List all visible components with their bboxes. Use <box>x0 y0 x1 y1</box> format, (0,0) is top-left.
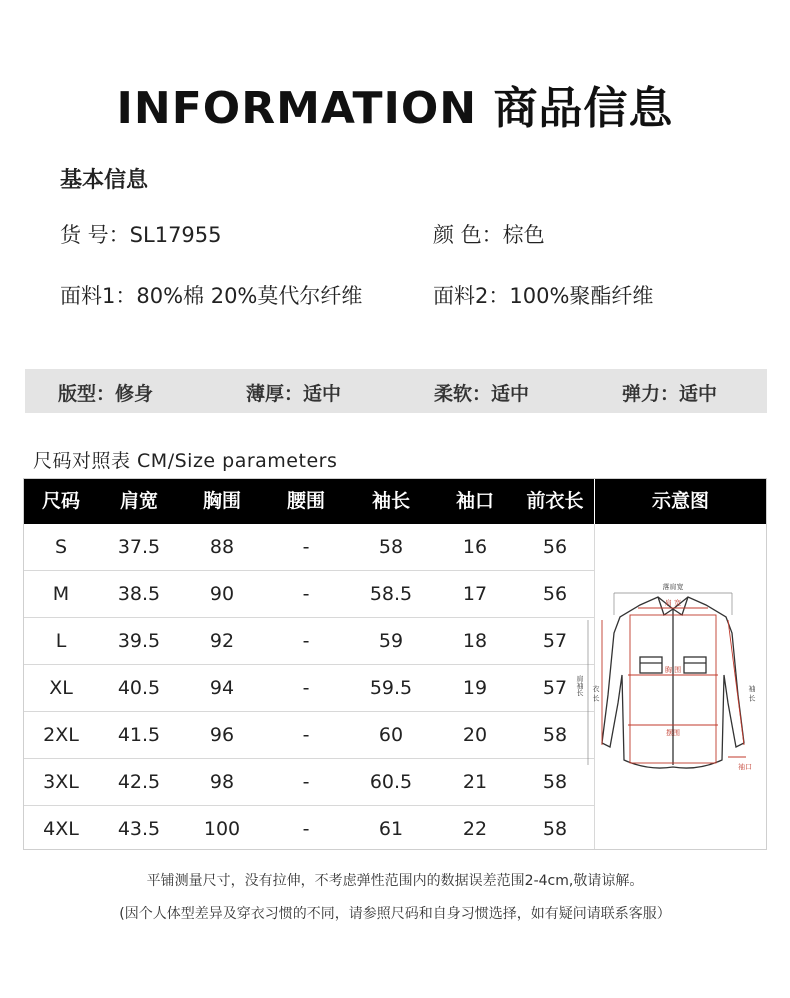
cell-size: 3XL <box>43 771 79 793</box>
header-diagram: 示意图 <box>651 490 709 512</box>
attr-softness: 柔软：适中 <box>434 383 530 405</box>
fabric-1: 面料1：80%棉 20%莫代尔纤维 <box>60 284 363 308</box>
cell-length: 58 <box>542 771 568 793</box>
label-shoulder-top: 落肩宽 <box>662 583 684 591</box>
cell-chest: 94 <box>209 677 235 699</box>
cell-shoulder: 41.5 <box>117 724 161 746</box>
label-shoulder: 肩 宽 <box>664 599 682 607</box>
cell-length: 58 <box>542 818 568 840</box>
cell-chest: 88 <box>209 536 235 558</box>
table-row <box>24 571 594 618</box>
cell-shoulder: 37.5 <box>117 536 161 558</box>
size-table-caption: 尺码对照表 CM/Size parameters <box>33 450 338 472</box>
size-table-header <box>24 479 766 524</box>
cell-waist: - <box>302 630 310 652</box>
cell-cuff: 17 <box>462 583 488 605</box>
cell-chest: 100 <box>203 818 241 840</box>
cell-waist: - <box>302 536 310 558</box>
table-row <box>24 806 594 853</box>
table-row <box>24 524 594 571</box>
attr-elasticity: 弹力：适中 <box>622 383 718 405</box>
cell-size: L <box>55 630 67 652</box>
cell-length: 57 <box>542 630 568 652</box>
cell-sleeve: 58 <box>378 536 404 558</box>
cell-length: 58 <box>542 724 568 746</box>
cell-sleeve: 59.5 <box>369 677 413 699</box>
color-info: 颜 色：棕色 <box>433 223 545 247</box>
label-sleeve: 袖 长 <box>748 685 756 702</box>
cell-shoulder: 39.5 <box>117 630 161 652</box>
cell-cuff: 22 <box>462 818 488 840</box>
cell-shoulder: 40.5 <box>117 677 161 699</box>
cell-size: XL <box>49 677 73 699</box>
item-number: 货 号：SL17955 <box>60 223 222 247</box>
cell-waist: - <box>302 724 310 746</box>
attr-thickness: 薄厚：适中 <box>246 383 342 405</box>
cell-length: 56 <box>542 583 568 605</box>
cell-chest: 92 <box>209 630 235 652</box>
attr-fit: 版型：修身 <box>58 383 154 405</box>
cell-chest: 90 <box>209 583 235 605</box>
size-advice-note: (因个人体型差异及穿衣习惯的不同，请参照尺码和自身习惯选择，如有疑问请联系客服） <box>119 906 671 922</box>
shirt-outline-icon <box>602 597 744 768</box>
shirt-measurement-diagram <box>578 575 768 785</box>
cell-waist: - <box>302 583 310 605</box>
cell-length: 56 <box>542 536 568 558</box>
cell-sleeve: 60 <box>378 724 404 746</box>
label-cuff: 袖口 <box>738 763 752 771</box>
label-chest: 胸 围 <box>664 666 682 674</box>
measurement-note: 平铺测量尺寸，没有拉伸，不考虑弹性范围内的数据误差范围2-4cm,敬请谅解。 <box>146 873 644 889</box>
attributes-bar <box>25 369 767 413</box>
cell-sleeve: 59 <box>378 630 404 652</box>
cell-waist: - <box>302 677 310 699</box>
table-row <box>24 712 594 759</box>
cell-size: 2XL <box>43 724 79 746</box>
cell-length: 57 <box>542 677 568 699</box>
cell-sleeve: 58.5 <box>369 583 413 605</box>
header-length: 前衣长 <box>526 490 584 512</box>
cell-chest: 96 <box>209 724 235 746</box>
header-shoulder: 肩宽 <box>119 490 158 512</box>
cell-waist: - <box>302 818 310 840</box>
cell-cuff: 20 <box>462 724 488 746</box>
table-row <box>24 759 594 806</box>
cell-size: 4XL <box>43 818 79 840</box>
header-cuff: 袖口 <box>455 490 494 512</box>
table-row <box>24 665 594 712</box>
cell-shoulder: 42.5 <box>117 771 161 793</box>
cell-size: S <box>54 536 68 558</box>
header-waist: 腰围 <box>286 490 325 512</box>
cell-shoulder: 38.5 <box>117 583 161 605</box>
label-length: 衣 长 <box>592 685 600 702</box>
header-size: 尺码 <box>41 490 80 512</box>
cell-shoulder: 43.5 <box>117 818 161 840</box>
header-sleeve: 袖长 <box>371 490 410 512</box>
cell-size: M <box>52 583 70 605</box>
cell-cuff: 16 <box>462 536 488 558</box>
cell-sleeve: 60.5 <box>369 771 413 793</box>
cell-waist: - <box>302 771 310 793</box>
label-hem: 摆围 <box>666 729 680 737</box>
cell-cuff: 18 <box>462 630 488 652</box>
header-chest: 胸围 <box>202 490 241 512</box>
cell-cuff: 21 <box>462 771 488 793</box>
cell-sleeve: 61 <box>378 818 404 840</box>
label-shoulder-sleeve: 肩袖长 <box>576 675 584 696</box>
cell-cuff: 19 <box>462 677 488 699</box>
table-row <box>24 618 594 665</box>
cell-chest: 98 <box>209 771 235 793</box>
basic-info-heading: 基本信息 <box>60 168 149 193</box>
page-title: INFORMATION 商品信息 <box>116 83 674 134</box>
fabric-2: 面料2：100%聚酯纤维 <box>433 284 654 308</box>
